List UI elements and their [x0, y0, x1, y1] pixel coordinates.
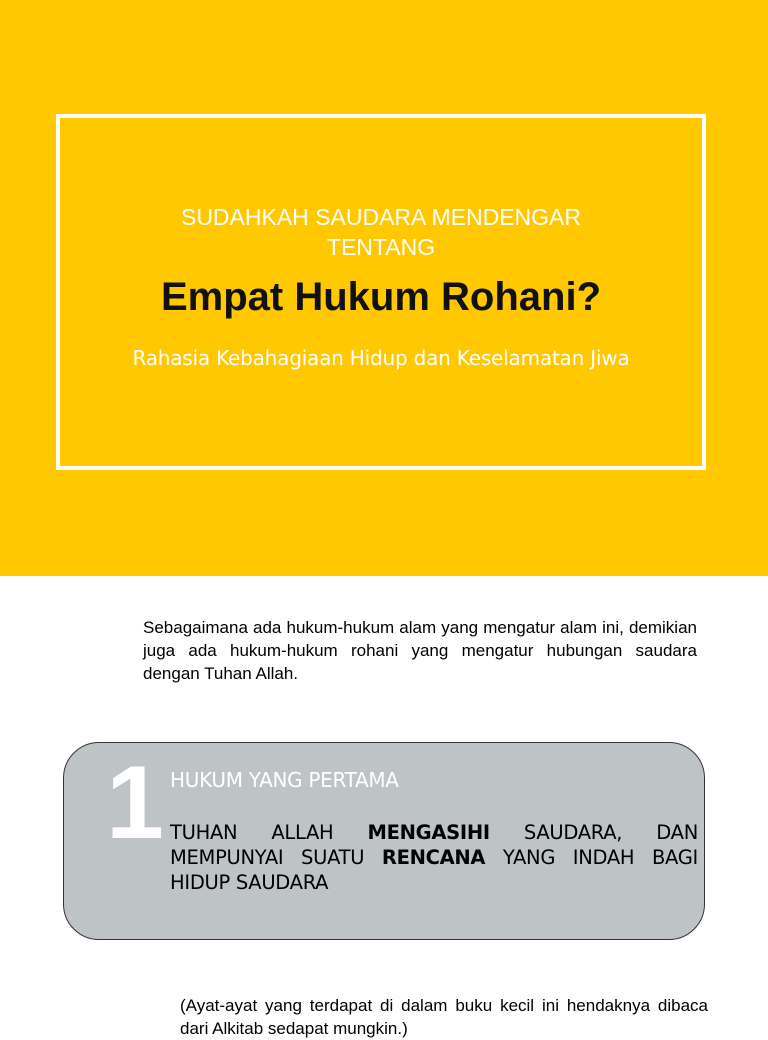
law-heading: HUKUM YANG PERTAMA	[170, 768, 399, 792]
page-title: Empat Hukum Rohani?	[160, 275, 602, 319]
intro-paragraph: Sebagaimana ada hukum-hukum alam yang mengatur alam ini, demikian juga ada hukum-hukum rohani yang mengatur hubungan saudara dengan Tuhan Allah.	[143, 618, 697, 683]
law-statement-emphasis-love: MENGASIHI	[367, 821, 490, 844]
page-subtitle: Rahasia Kebahagiaan Hidup dan Keselamatan Jiwa	[132, 346, 630, 370]
law-number: 1	[106, 745, 158, 861]
law-statement-emphasis-plan: RENCANA	[381, 846, 486, 869]
law-statement-part-3: YANG INDAH BAGI HIDUP SAUDARA	[170, 846, 698, 894]
law-statement-part-1: TUHAN ALLAH	[170, 821, 368, 844]
reading-note: (Ayat-ayat yang terdapat di dalam buku kecil ini hendaknya dibaca dari Alkitab sedapat mungkin.)	[180, 996, 708, 1038]
law-statement-part-2: SAUDARA, DAN MEMPUNYAI SUATU	[170, 821, 698, 869]
pre-title-line-1: SUDAHKAH SAUDARA MENDENGAR	[180, 204, 582, 230]
pre-title-line-2: TENTANG	[326, 234, 436, 260]
law-statement	[170, 820, 698, 895]
pre-title	[56, 202, 706, 262]
